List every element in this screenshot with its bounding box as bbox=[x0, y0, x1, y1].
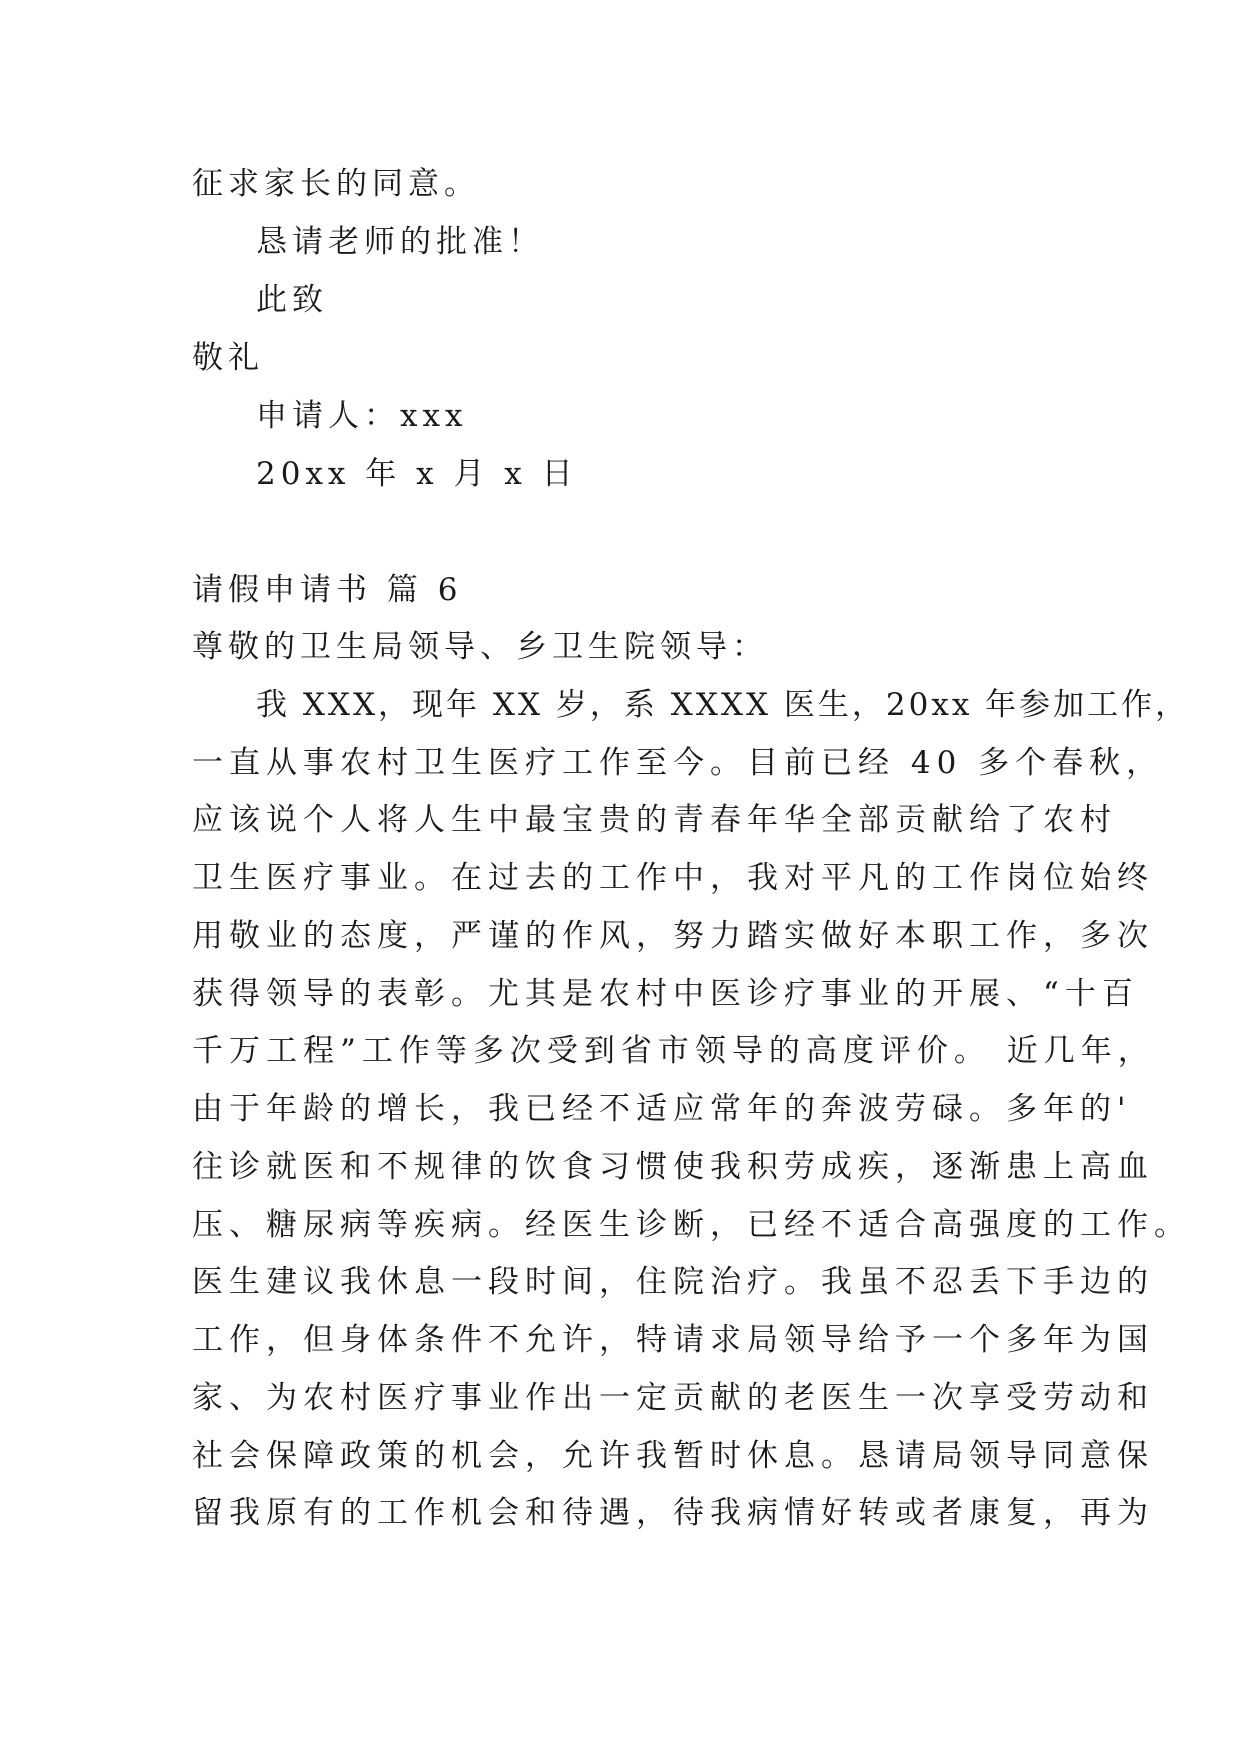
body-line: 家、为农村医疗事业作出一定贡献的老医生一次享受劳动和 bbox=[192, 1380, 1154, 1416]
body-line: 压、糖尿病等疾病。经医生诊断，已经不适合高强度的工作。 bbox=[192, 1207, 1191, 1243]
date-line: 20xx 年 x 月 x 日 bbox=[256, 456, 578, 492]
body-line: 医生建议我休息一段时间，住院治疗。我虽不忍丢下手边的 bbox=[192, 1264, 1154, 1300]
body-line: 往诊就医和不规律的饮食习惯使我积劳成疾，逐渐患上高血 bbox=[192, 1149, 1154, 1185]
applicant-line: 申请人：xxx bbox=[256, 398, 468, 434]
request-line: 恳请老师的批准！ bbox=[256, 224, 544, 260]
body-line: 千万工程”工作等多次受到省市领导的高度评价。 近几年， bbox=[192, 1033, 1155, 1069]
body-line: 由于年龄的增长，我已经不适应常年的奔波劳碌。多年的' bbox=[192, 1091, 1132, 1127]
body-line: 应该说个人将人生中最宝贵的青春年华全部贡献给了农村 bbox=[192, 802, 1117, 838]
body-line: 获得领导的表彰。尤其是农村中医诊疗事业的开展、“十百 bbox=[192, 976, 1139, 1012]
body-line: 一直从事农村卫生医疗工作至今。目前已经 40 多个春秋， bbox=[192, 745, 1164, 781]
section-heading: 请假申请书 篇 6 bbox=[192, 572, 463, 608]
body-line: 我 XXX，现年 XX 岁，系 XXXX 医生，20xx 年参加工作， bbox=[256, 687, 1190, 723]
body-line: 卫生医疗事业。在过去的工作中，我对平凡的工作岗位始终 bbox=[192, 860, 1154, 896]
body-line: 用敬业的态度，严谨的作风，努力踏实做好本职工作，多次 bbox=[192, 918, 1154, 954]
body-line: 工作，但身体条件不允许，特请求局领导给予一个多年为国 bbox=[192, 1322, 1154, 1358]
body-line: 留我原有的工作机会和待遇，待我病情好转或者康复，再为 bbox=[192, 1495, 1154, 1531]
closing-sentence: 征求家长的同意。 bbox=[192, 166, 480, 202]
addressee-line: 尊敬的卫生局领导、乡卫生院领导： bbox=[192, 629, 768, 665]
salutation-cizhi: 此致 bbox=[256, 282, 328, 318]
body-line: 社会保障政策的机会，允许我暂时休息。恳请局领导同意保 bbox=[192, 1438, 1154, 1474]
salutation-jingli: 敬礼 bbox=[192, 340, 264, 376]
